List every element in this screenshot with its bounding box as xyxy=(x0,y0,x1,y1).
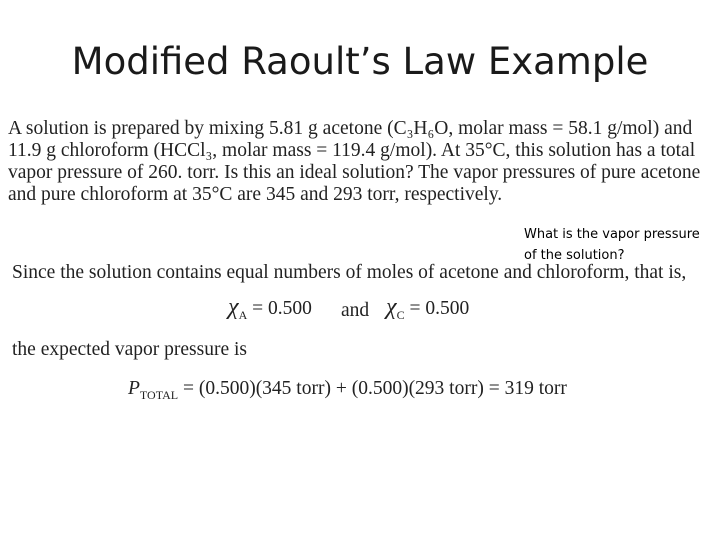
pressure-expression: = (0.500)(345 torr) + (0.500)(293 torr) = 319 torr xyxy=(182,378,567,399)
chi-subscript: C xyxy=(396,307,405,322)
problem-line: 11.9 g chloroform (HCCl₃, molar mass = 119.4 g/mol). At 35°C, this solution has a total xyxy=(8,140,696,161)
pressure-symbol: P xyxy=(128,378,140,399)
mole-fraction-chloroform xyxy=(386,294,469,323)
mole-fraction-acetone xyxy=(228,294,312,323)
slide-title: Modified Raoult’s Law Example xyxy=(71,40,649,83)
problem-line: and pure chloroform at 35°C are 345 and 293 torr, respectively. xyxy=(8,184,503,205)
total-pressure-equation xyxy=(128,378,567,403)
mole-fraction-value: = 0.500 xyxy=(409,298,470,319)
and-word: and xyxy=(341,300,370,321)
pressure-subscript: TOTAL xyxy=(139,387,179,402)
expected-text: the expected vapor pressure is xyxy=(12,339,247,360)
chi-subscript: A xyxy=(238,307,248,322)
solution-intro: Since the solution contains equal numbers of moles of acetone and chloroform, that is, xyxy=(12,262,687,283)
problem-line: vapor pressure of 260. torr. Is this an ideal solution? The vapor pressures of pure acetone xyxy=(8,162,701,183)
chi-symbol: χ xyxy=(386,294,397,320)
question-callout xyxy=(522,224,702,266)
problem-statement xyxy=(8,118,713,206)
callout-line: of the solution? xyxy=(524,248,625,263)
callout-line: What is the vapor pressure xyxy=(524,227,700,242)
chi-symbol: χ xyxy=(228,294,239,320)
mole-fraction-value: = 0.500 xyxy=(252,298,312,319)
problem-line: A solution is prepared by mixing 5.81 g acetone (C₃H₆O, molar mass = 58.1 g/mol) and xyxy=(8,118,693,139)
